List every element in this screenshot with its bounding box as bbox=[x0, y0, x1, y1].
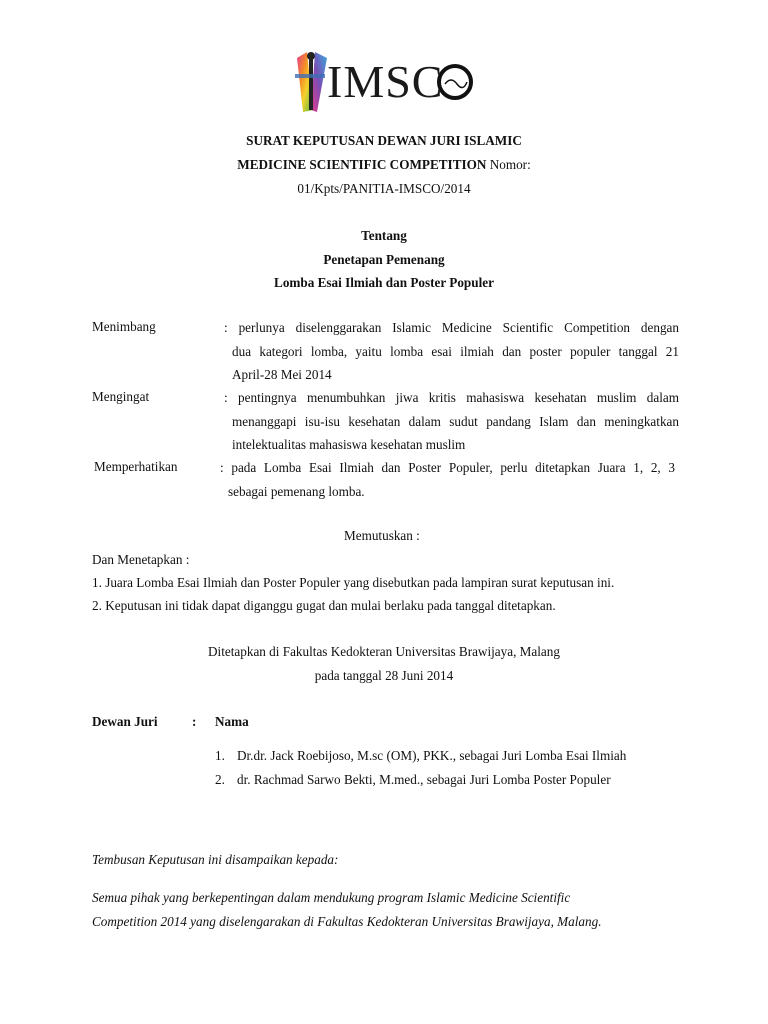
subject-tentang: Tentang bbox=[361, 228, 407, 243]
jury-label: Dewan Juri bbox=[92, 714, 158, 729]
memperhatikan-text bbox=[220, 456, 675, 503]
decision-heading: Memutuskan : bbox=[344, 528, 420, 543]
subject-line-1: Penetapan Pemenang bbox=[323, 252, 445, 267]
place-line: Ditetapkan di Fakultas Kedokteran Universitas Brawijaya, Malang bbox=[208, 644, 560, 659]
jury-colon: : bbox=[192, 714, 197, 729]
copy-line: Semua pihak yang berkepentingan dalam mendukung program Islamic Medicine Scientific bbox=[92, 890, 571, 905]
imsco-logo bbox=[287, 44, 481, 120]
menimbang-line: April-28 Mei 2014 bbox=[232, 367, 332, 382]
logo-wordmark: IMSC bbox=[327, 56, 444, 107]
menimbang-line: : perlunya diselenggarakan Islamic Medicine Scientific Competition dengan bbox=[224, 320, 679, 335]
decision-item: 1. Juara Lomba Esai Ilmiah dan Poster Populer yang disebutkan pada lampiran surat keputusan ini. bbox=[92, 575, 615, 590]
date-line: pada tanggal 28 Juni 2014 bbox=[314, 668, 454, 683]
jury-member-number: 2. bbox=[215, 772, 225, 787]
decision-intro: Dan Menetapkan : bbox=[92, 552, 190, 567]
mengingat-line: : pentingnya menumbuhkan jiwa kritis mahasiswa kesehatan muslim dalam bbox=[224, 390, 679, 405]
title-line-1: SURAT KEPUTUSAN DEWAN JURI ISLAMIC bbox=[246, 133, 522, 148]
jury-member-number: 1. bbox=[215, 748, 225, 763]
memperhatikan-line: : pada Lomba Esai Ilmiah dan Poster Populer, perlu ditetapkan Juara 1, 2, 3 bbox=[220, 460, 675, 475]
mengingat-text bbox=[224, 386, 679, 457]
jury-member-name: dr. Rachmad Sarwo Bekti, M.med., sebagai Juri Lomba Poster Populer bbox=[237, 772, 611, 787]
mengingat-line: menanggapi isu-isu kesehatan dalam sudut pandang Islam dan meningkatkan bbox=[232, 413, 679, 429]
copy-heading: Tembusan Keputusan ini disampaikan kepada: bbox=[92, 852, 339, 867]
decree-number: 01/Kpts/PANITIA-IMSCO/2014 bbox=[297, 181, 471, 196]
menimbang-text bbox=[224, 316, 679, 387]
menimbang-line: dua kategori lomba, yaitu lomba esai ilmiah dan poster populer tanggal 21 bbox=[232, 343, 679, 359]
label-menimbang: Menimbang bbox=[92, 319, 156, 334]
title-line-2-bold: MEDICINE SCIENTIFIC COMPETITION bbox=[237, 157, 487, 172]
subject-line-2: Lomba Esai Ilmiah dan Poster Populer bbox=[274, 275, 494, 290]
title-line-2 bbox=[0, 157, 768, 173]
mengingat-line: intelektualitas mahasiswa kesehatan muslim bbox=[232, 437, 466, 452]
memperhatikan-line: sebagai pemenang lomba. bbox=[228, 483, 365, 499]
jury-name-header: Nama bbox=[215, 714, 249, 729]
title-line-2-rest: Nomor: bbox=[486, 157, 531, 172]
copy-line: Competition 2014 yang diselengarakan di Fakultas Kedokteran Universitas Brawijaya, Malang. bbox=[92, 914, 602, 929]
decision-item: 2. Keputusan ini tidak dapat diganggu gugat dan mulai berlaku pada tanggal ditetapkan. bbox=[92, 598, 556, 613]
jury-member-name: Dr.dr. Jack Roebijoso, M.sc (OM), PKK., sebagai Juri Lomba Esai Ilmiah bbox=[237, 748, 627, 763]
label-mengingat: Mengingat bbox=[92, 389, 150, 404]
label-memperhatikan: Memperhatikan bbox=[94, 459, 178, 474]
